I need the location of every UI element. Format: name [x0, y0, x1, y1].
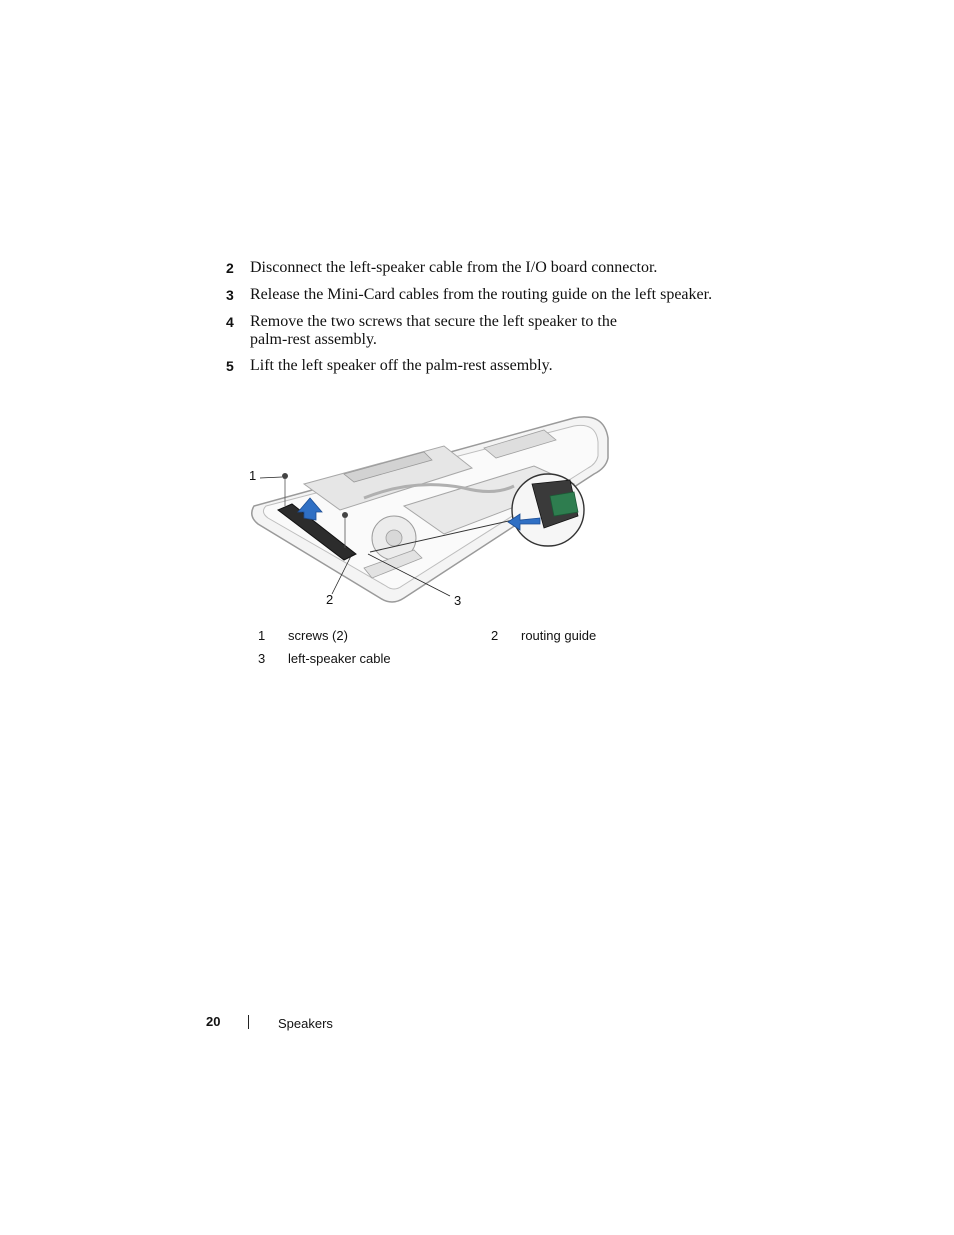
- page-footer: [206, 1014, 506, 1034]
- step-number: 2: [226, 260, 234, 276]
- callout-label: 2: [326, 592, 334, 607]
- legend-row: [258, 651, 678, 674]
- section-name: Speakers: [278, 1016, 333, 1031]
- step-item: [226, 312, 746, 349]
- step-number: 5: [226, 358, 234, 374]
- step-text: Release the Mini-Card cables from the routing guide on the left speaker.: [250, 286, 713, 303]
- page-number: 20: [206, 1014, 221, 1029]
- fan-hub: [386, 530, 402, 546]
- callout-label: 3: [454, 593, 462, 608]
- step-text: Disconnect the left-speaker cable from the I/O board connector.: [250, 259, 658, 276]
- legend-number: 3: [258, 651, 266, 666]
- step-number: 4: [226, 314, 234, 330]
- figure-legend: [258, 628, 678, 674]
- legend-label: screws (2): [288, 628, 348, 643]
- footer-separator: [248, 1015, 249, 1029]
- legend-number: 2: [491, 628, 499, 643]
- step-text: Lift the left speaker off the palm-rest assembly.: [250, 357, 553, 374]
- legend-label: left-speaker cable: [288, 651, 391, 666]
- laptop-base-drawing: [244, 388, 624, 618]
- legend-number: 1: [258, 628, 266, 643]
- step-item: [226, 356, 746, 376]
- callout-label: 1: [249, 468, 257, 483]
- screw-icon: [342, 512, 348, 518]
- step-item: [226, 258, 746, 278]
- step-number: 3: [226, 287, 234, 303]
- io-connector: [550, 492, 578, 516]
- procedure-steps: [226, 258, 746, 383]
- screw-icon: [282, 473, 288, 479]
- step-item: [226, 285, 746, 305]
- legend-row: [258, 628, 678, 651]
- legend-label: routing guide: [521, 628, 597, 643]
- callout-leader-1: [260, 477, 282, 478]
- step-text: Remove the two screws that secure the left speaker to the palm-rest assembly.: [250, 313, 617, 348]
- speaker-removal-illustration: [244, 388, 624, 618]
